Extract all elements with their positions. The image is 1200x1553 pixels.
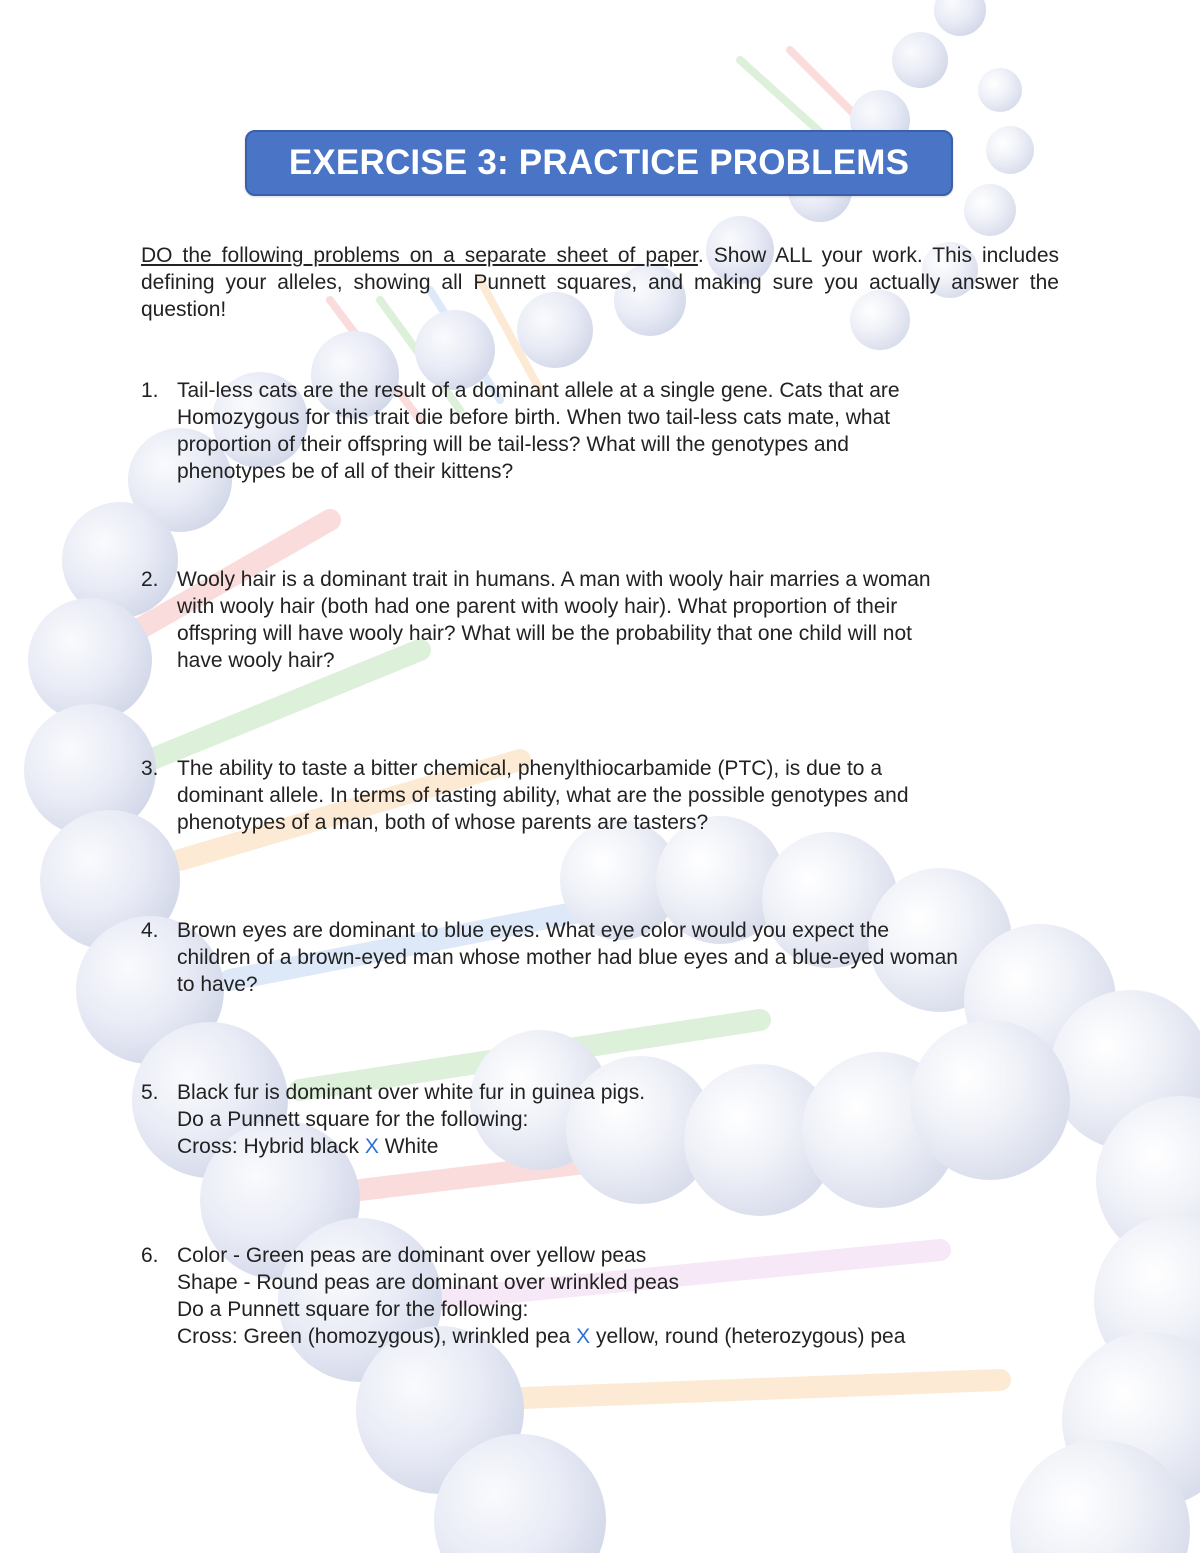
problem-6 xyxy=(141,1242,1059,1350)
problem-5 xyxy=(141,1079,1059,1160)
instructions-underlined: DO the following problems on a separate sheet of paper xyxy=(141,244,698,267)
instructions-rest: . Show ALL your work. This includes defining your alleles, showing all Punnett squares, and making sure you actually answer the question! xyxy=(141,244,1059,321)
instructions-paragraph xyxy=(141,242,1059,323)
problem-line: phenotypes be of all of their kittens? xyxy=(177,460,514,483)
cross-x-symbol: X xyxy=(364,1135,379,1158)
problem-line: Homozygous for this trait die before birth. When two tail-less cats mate, what xyxy=(177,406,891,429)
problem-3 xyxy=(141,755,1059,836)
problem-line: have wooly hair? xyxy=(177,649,335,672)
cross-line xyxy=(177,1323,1059,1350)
problem-number: 6. xyxy=(141,1244,159,1267)
problem-line: proportion of their offspring will be tail-less? What will the genotypes and xyxy=(177,433,849,456)
problem-line: with wooly hair (both had one parent with wooly hair). What proportion of their xyxy=(177,595,898,618)
problem-line: Color - Green peas are dominant over yellow peas xyxy=(177,1244,647,1267)
cross-left: Cross: Green (homozygous), wrinkled pea xyxy=(177,1325,577,1348)
cross-right: yellow, round (heterozygous) pea xyxy=(590,1325,906,1348)
problem-number: 2. xyxy=(141,568,159,591)
problem-line: Do a Punnett square for the following: xyxy=(177,1108,529,1131)
problem-number: 5. xyxy=(141,1081,159,1104)
problem-line: phenotypes of a man, both of whose parents are tasters? xyxy=(177,811,709,834)
problem-number: 1. xyxy=(141,379,159,402)
problem-line: Shape - Round peas are dominant over wrinkled peas xyxy=(177,1271,679,1294)
problem-line: children of a brown-eyed man whose mother had blue eyes and a blue-eyed woman xyxy=(177,946,958,969)
problem-line: to have? xyxy=(177,973,258,996)
problem-4 xyxy=(141,917,1059,998)
problem-line: Black fur is dominant over white fur in guinea pigs. xyxy=(177,1081,646,1104)
cross-right: White xyxy=(378,1135,439,1158)
problem-line: Do a Punnett square for the following: xyxy=(177,1298,529,1321)
problem-line: Tail-less cats are the result of a dominant allele at a single gene. Cats that are xyxy=(177,379,900,402)
problem-1 xyxy=(141,377,1059,485)
problem-line: Brown eyes are dominant to blue eyes. What eye color would you expect the xyxy=(177,919,890,942)
cross-left: Cross: Hybrid black xyxy=(177,1135,365,1158)
problem-line: Wooly hair is a dominant trait in humans. A man with wooly hair marries a woman xyxy=(177,568,931,591)
problem-line: offspring will have wooly hair? What will be the probability that one child will not xyxy=(177,622,912,645)
problem-2 xyxy=(141,566,1059,674)
cross-line xyxy=(177,1133,1059,1160)
title-banner xyxy=(245,130,953,196)
page-title: EXERCISE 3: PRACTICE PROBLEMS xyxy=(288,143,910,182)
problem-number: 3. xyxy=(141,757,159,780)
problem-line: dominant allele. In terms of tasting ability, what are the possible genotypes and xyxy=(177,784,909,807)
problem-number: 4. xyxy=(141,919,159,942)
cross-x-symbol: X xyxy=(576,1325,591,1348)
problem-line: The ability to taste a bitter chemical, phenylthiocarbamide (PTC), is due to a xyxy=(177,757,882,780)
